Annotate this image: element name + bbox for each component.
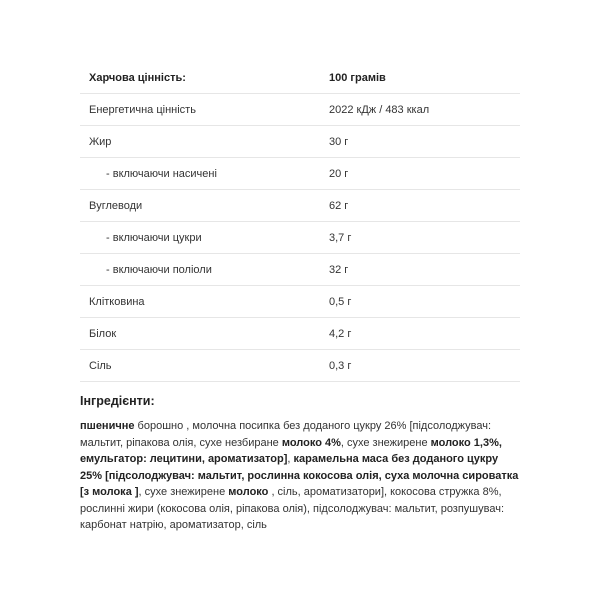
nutrition-row bbox=[80, 254, 520, 286]
ingredients-title: Інгредієнти: bbox=[80, 394, 155, 408]
nutrition-header-row bbox=[80, 62, 520, 94]
nutrient-name: - включаючи поліоли bbox=[106, 264, 212, 276]
nutrition-row bbox=[80, 158, 520, 190]
nutrition-row bbox=[80, 126, 520, 158]
nutrient-name: Енергетична цінність bbox=[89, 104, 196, 116]
nutrient-name: Сіль bbox=[89, 360, 112, 372]
nutrient-name: Вуглеводи bbox=[89, 200, 143, 212]
nutrition-table bbox=[80, 62, 520, 382]
nutrition-row bbox=[80, 350, 520, 382]
ingredient-highlight: карамельна маса без доданого цукру 25% [підсолоджувач: мальтит, рослинна кокосова олія, суха молочна сироватка [з молока ] bbox=[80, 453, 519, 498]
nutrient-value: 2022 кДж / 483 ккал bbox=[329, 104, 430, 116]
nutrition-row bbox=[80, 222, 520, 254]
nutrition-row bbox=[80, 190, 520, 222]
nutrient-name: Жир bbox=[89, 136, 112, 148]
ingredient-highlight: пшеничне bbox=[80, 420, 135, 432]
nutrient-value: 62 г bbox=[329, 200, 349, 212]
nutrition-row bbox=[80, 286, 520, 318]
ingredient-highlight: молоко 1,3%, емульгатор: лецитини, ароматизатор] bbox=[80, 436, 502, 465]
nutrition-row bbox=[80, 94, 520, 126]
nutrition-header-label: Харчова цінність: bbox=[89, 72, 186, 84]
ingredient-text-segment: , bbox=[287, 453, 294, 465]
ingredient-text-segment: борошно , молочна посипка без доданого цукру 26% [підсолоджувач: мальтит, ріпакова олія, сухе незбиране bbox=[80, 420, 492, 449]
nutrient-value: 0,5 г bbox=[329, 296, 352, 308]
ingredient-highlight: молоко bbox=[228, 486, 269, 498]
ingredient-highlight: молоко 4% bbox=[281, 436, 341, 449]
nutrient-value: 20 г bbox=[329, 168, 349, 180]
nutrient-value: 3,7 г bbox=[329, 232, 352, 244]
ingredient-text-segment: , сухе знежирене bbox=[138, 486, 229, 498]
ingredient-text-segment: , сухе знежирене bbox=[340, 436, 431, 449]
ingredient-text-segment: , сіль, ароматизатори], кокосова стружка 8%, рослинні жири (кокосова олія, ріпакова олія), підсолоджувач: мальтит, розпушувач: карбонат натрію, ароматизатор, сіль bbox=[80, 486, 505, 531]
nutrient-value: 30 г bbox=[329, 136, 349, 148]
ingredients-text bbox=[80, 418, 520, 534]
nutrient-value: 32 г bbox=[329, 264, 349, 276]
nutrient-name: - включаючи цукри bbox=[106, 232, 202, 244]
nutrient-name: - включаючи насичені bbox=[106, 168, 217, 180]
nutrient-value: 4,2 г bbox=[329, 328, 352, 340]
nutrition-header-value: 100 грамів bbox=[329, 72, 386, 84]
nutrition-row bbox=[80, 318, 520, 350]
nutrient-name: Клітковина bbox=[89, 296, 145, 308]
nutrient-value: 0,3 г bbox=[329, 360, 352, 372]
nutrient-name: Білок bbox=[89, 328, 117, 340]
